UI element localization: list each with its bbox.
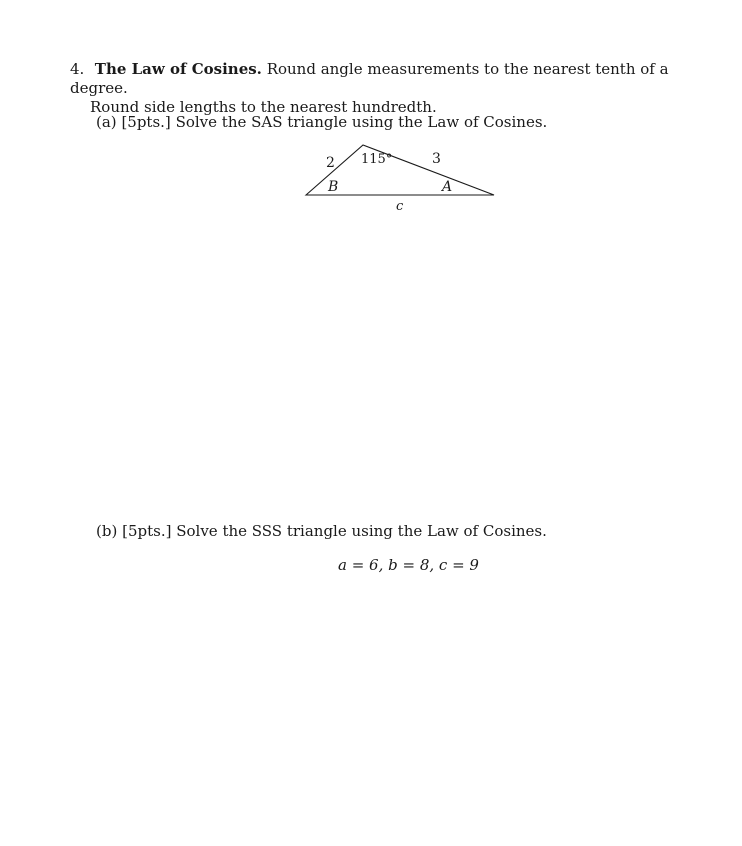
angle-label-right: A	[442, 179, 453, 195]
problem-number: 4.	[70, 60, 85, 78]
angle-label-top: 115°	[361, 152, 393, 167]
problem-header	[70, 60, 690, 117]
side-label-right: 3	[432, 151, 441, 167]
problem-instructions-2: Round side lengths to the nearest hundredth.	[90, 98, 437, 116]
part-a-prompt	[96, 113, 547, 132]
part-b-text: Solve the SSS triangle using the Law of Cosines.	[176, 522, 547, 540]
side-label-bottom: c	[396, 199, 404, 214]
side-label-left: 2	[326, 155, 335, 171]
angle-label-left: B	[328, 179, 339, 195]
problem-title: The Law of Cosines.	[94, 60, 262, 78]
part-b-prompt	[96, 522, 547, 541]
part-b-label: (b)	[96, 522, 118, 540]
part-a-text: Solve the SAS triangle using the Law of Cosines.	[175, 113, 548, 131]
problem-line-1	[70, 60, 690, 98]
sas-triangle-diagram	[300, 140, 500, 215]
problem-instructions-1: Round angle measurements to the nearest tenth of a degree.	[70, 60, 669, 97]
part-b-points: [5pts.]	[122, 522, 172, 540]
part-a-points: [5pts.]	[121, 113, 171, 131]
sss-given-values: a = 6, b = 8, c = 9	[338, 556, 479, 574]
part-a-label: (a)	[96, 113, 117, 131]
